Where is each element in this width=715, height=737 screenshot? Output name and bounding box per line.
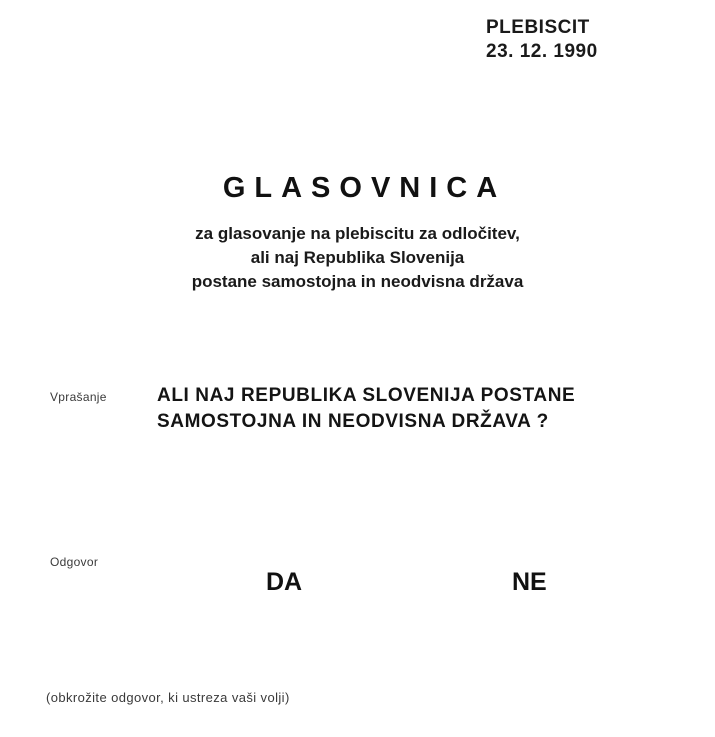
subtitle-line-3: postane samostojna in neodvisna država	[191, 272, 524, 291]
ballot-subtitle	[0, 222, 715, 294]
answer-option-no[interactable]: NE	[512, 568, 547, 596]
ballot-header	[486, 16, 598, 64]
question-line-1: ALI NAJ REPUBLIKA SLOVENIJA POSTANE	[157, 385, 576, 406]
question-line-2: SAMOSTOJNA IN NEODVISNA DRŽAVA ?	[157, 411, 549, 432]
subtitle-line-2: ali naj Republika Slovenija	[250, 248, 465, 267]
ballot-instruction: (obkrožite odgovor, ki ustreza vaši volji)	[46, 690, 290, 705]
answer-option-yes[interactable]: DA	[266, 568, 303, 596]
ballot-title: GLASOVNICA	[222, 172, 507, 204]
subtitle-line-1: za glasovanje na plebiscitu za odločitev,	[195, 224, 520, 243]
answer-label: Odgovor	[50, 555, 99, 569]
plebiscite-label: PLEBISCIT	[486, 17, 590, 38]
ballot-question	[157, 383, 575, 435]
question-label: Vprašanje	[50, 390, 107, 404]
plebiscite-date: 23. 12. 1990	[486, 41, 598, 62]
